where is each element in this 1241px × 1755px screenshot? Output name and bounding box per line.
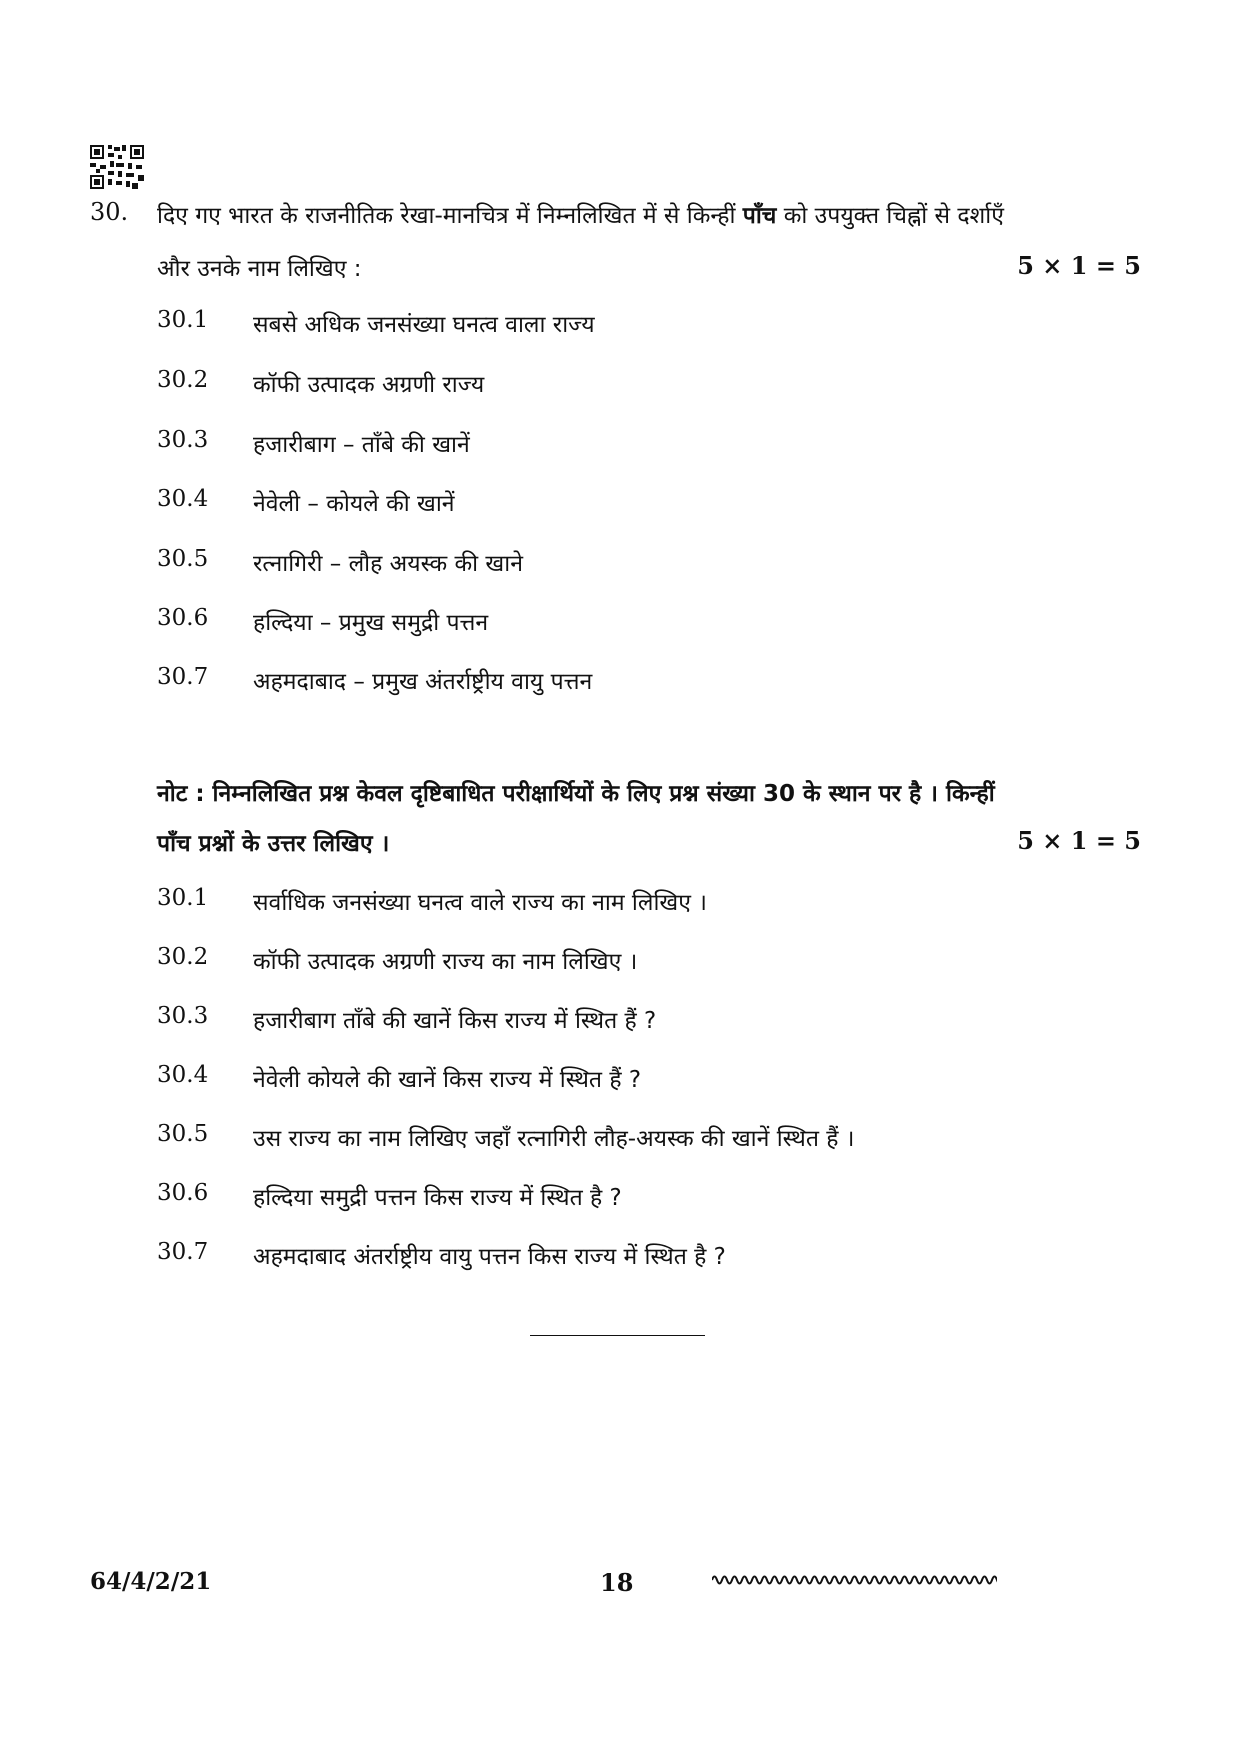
wavy-line-icon <box>712 1572 997 1588</box>
item-text: कॉफी उत्पादक अग्रणी राज्य का नाम लिखिए । <box>253 949 638 975</box>
instruction-text-end: को उपयुक्त चिह्नों से दर्शाएँ <box>776 203 1004 229</box>
item-number: 30.3 <box>157 427 209 453</box>
item-text: सबसे अधिक जनसंख्या घनत्व वाला राज्य <box>253 312 595 338</box>
item-text: हल्दिया समुद्री पत्तन किस राज्य में स्थित है ? <box>253 1185 622 1211</box>
item-number: 30.6 <box>157 1180 209 1206</box>
question-instruction-line2: और उनके नाम लिखिए : <box>157 256 362 282</box>
item-number: 30.7 <box>157 664 209 690</box>
item-number: 30.6 <box>157 605 209 631</box>
item-text: कॉफी उत्पादक अग्रणी राज्य <box>253 372 485 398</box>
item-text: हजारीबाग ताँबे की खानें किस राज्य में स्थित हैं ? <box>253 1008 657 1034</box>
instruction-emphasis: पाँच <box>742 203 777 229</box>
question-number: 30. <box>90 198 129 226</box>
item-text: नेवेली – कोयले की खानें <box>253 491 455 517</box>
item-number: 30.5 <box>157 546 209 572</box>
item-number: 30.2 <box>157 367 209 393</box>
item-number: 30.4 <box>157 1062 209 1088</box>
instruction-text-start: दिए गए भारत के राजनीतिक रेखा-मानचित्र में निम्नलिखित में से किन्हीं <box>157 203 743 229</box>
item-text: नेवेली कोयले की खानें किस राज्य में स्थित हैं ? <box>253 1067 642 1093</box>
item-text: अहमदाबाद – प्रमुख अंतर्राष्ट्रीय वायु पत्तन <box>253 669 593 695</box>
page-number: 18 <box>600 1568 634 1597</box>
item-text: हजारीबाग – ताँबे की खानें <box>253 432 470 458</box>
item-text: अहमदाबाद अंतर्राष्ट्रीय वायु पत्तन किस राज्य में स्थित है ? <box>253 1244 726 1270</box>
end-divider <box>530 1335 705 1336</box>
note-line1: नोट : निम्नलिखित प्रश्न केवल दृष्टिबाधित परीक्षार्थियों के लिए प्रश्न संख्या 30 के स्थान पर है । किन्हीं <box>157 781 995 807</box>
item-number: 30.4 <box>157 486 209 512</box>
paper-code: 64/4/2/21 <box>90 1568 212 1595</box>
item-text: रत्नागिरी – लौह अयस्क की खाने <box>253 551 523 577</box>
item-number: 30.3 <box>157 1003 209 1029</box>
note-marks: 5 × 1 = 5 <box>1017 826 1141 855</box>
item-text: उस राज्य का नाम लिखिए जहाँ रत्नागिरी लौह-अयस्क की खानें स्थित हैं । <box>253 1126 855 1152</box>
note-line2: पाँच प्रश्नों के उत्तर लिखिए । <box>157 831 390 857</box>
item-number: 30.1 <box>157 885 209 911</box>
qr-code-icon <box>90 145 144 189</box>
item-number: 30.1 <box>157 307 209 333</box>
item-number: 30.7 <box>157 1239 209 1265</box>
item-text: सर्वाधिक जनसंख्या घनत्व वाले राज्य का नाम लिखिए । <box>253 890 707 916</box>
item-number: 30.2 <box>157 944 209 970</box>
item-text: हल्दिया – प्रमुख समुद्री पत्तन <box>253 610 489 636</box>
question-marks: 5 × 1 = 5 <box>1017 251 1141 280</box>
item-number: 30.5 <box>157 1121 209 1147</box>
question-instruction <box>157 198 1004 230</box>
